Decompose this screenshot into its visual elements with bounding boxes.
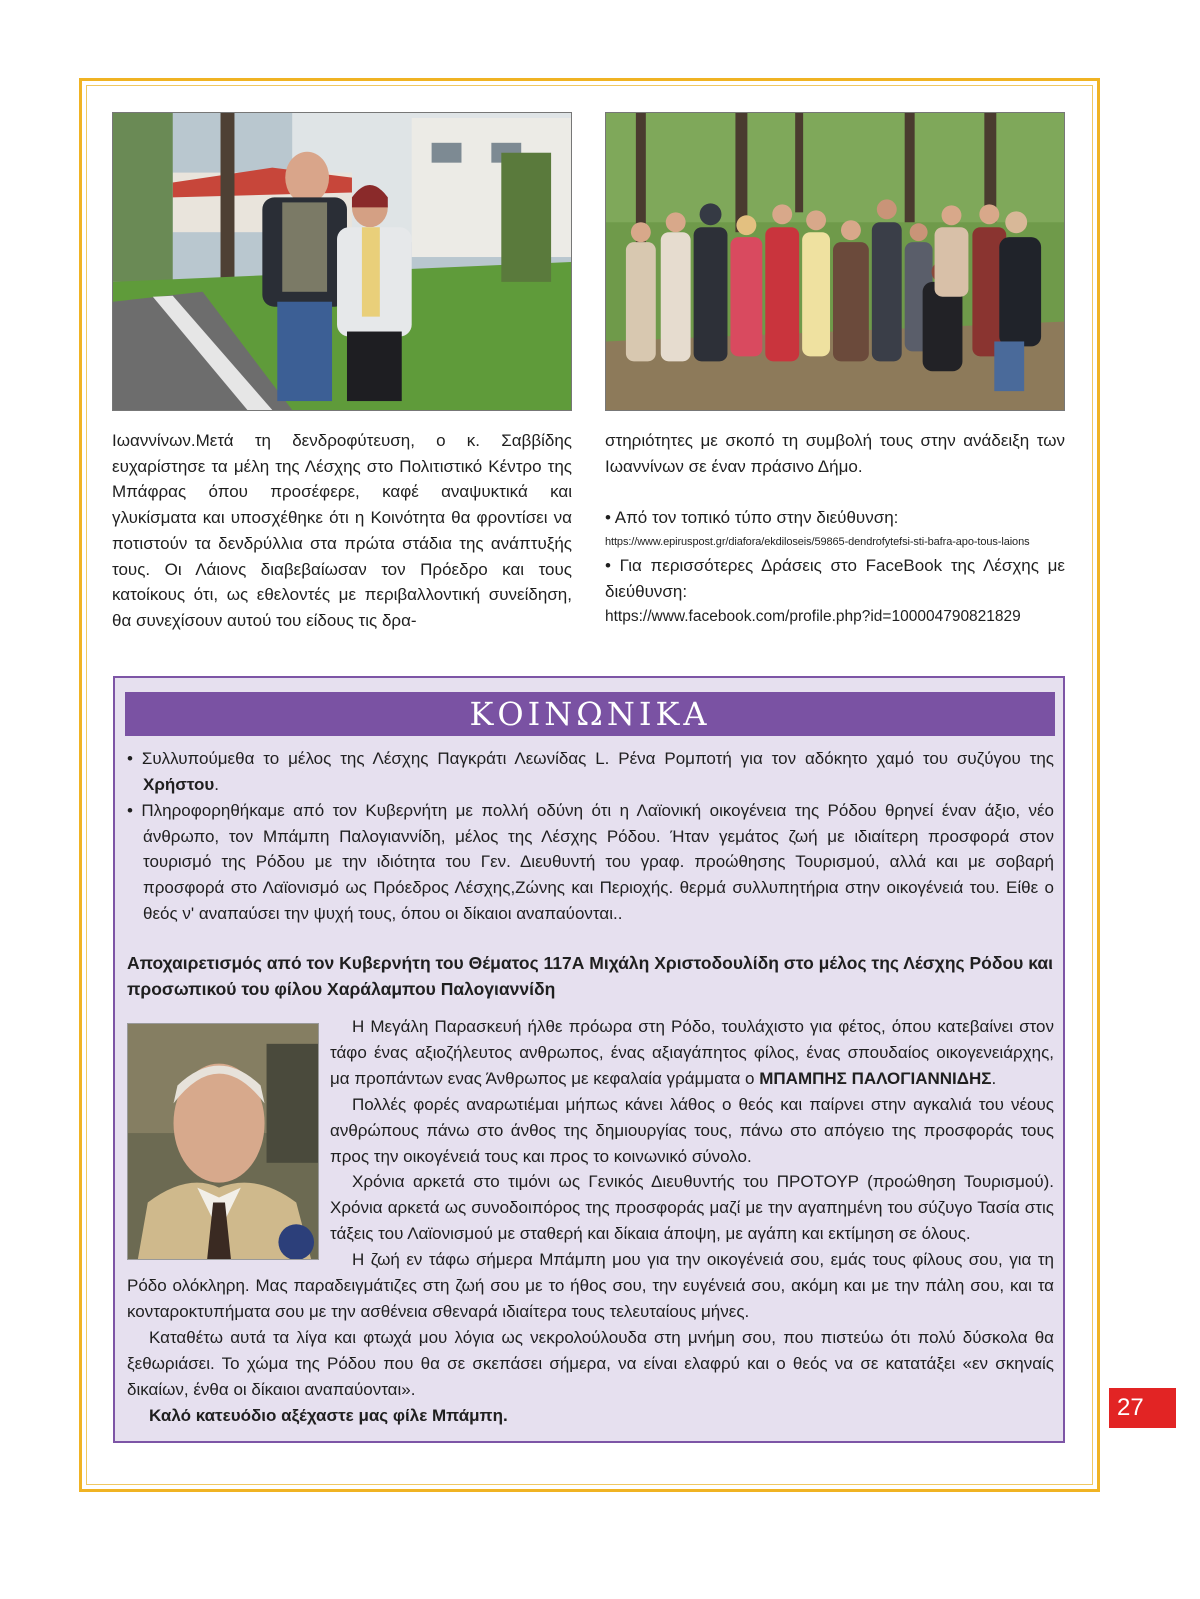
left-column: [112, 428, 572, 634]
social-news-box: [113, 676, 1065, 1443]
condolence-2-text: • Πληροφορηθήκαμε από τον Κυβερνήτη με πολλή οδύνη ότι η Λαϊονική οικογένεια της Ρόδου θρηνεί έναν άξιο, νέο άνθρωπο, τον Μπάμπη Παλογιαννίδη, μέλος της Λέσχης Ρόδου. Ήταν γεμάτος ζωή με ιδιαίτερη προσφορά στον τουρισμό της Ρόδου με την ιδιότητα του Γεν. Διευθυντή του γραφ. προώθησης Τουρισμού, αλλά και με σοβαρή προσφορά στο Λαϊονισμό ως Πρόεδρος Λέσχης,Ζώνης και Περιοχής. θερμά συλλυπητήρια στην οικογένειά του. Είθε ο θεός ν' αναπαύσει την ψυχή τους, όπου οι δίκαιοι αναπαύονται..: [127, 801, 1054, 923]
article-p4: Η ζωή εν τάφω σήμερα Μπάμπη μου για την οικογένειά σου, εμάς τους φίλους σου, για τη Ρόδο ολόκληρη. Μας παραδειγμάτιζες στη ζωή σου με το ήθος σου, την ευγένειά σου, ακόμη και με την πάλη σου, και τα κονταροκτυπήματα σου με την ασθένεια σθεναρά ιδιαίτερα τους τελευταίους μήνες.: [127, 1250, 1054, 1321]
photo-group-lions: [605, 112, 1065, 411]
spacer: [605, 479, 1065, 505]
article-p1-end: .: [991, 1068, 997, 1088]
right-column-text: στηριότητες με σκοπό τη συμβολή τους στην ανάδειξη των Ιωαννίνων σε έναν πράσινο Δήμο.: [605, 431, 1065, 476]
left-column-text: Ιωαννίνων.Μετά τη δενδροφύτευση, ο κ. Σαββίδης ευχαρίστησε τα μέλη της Λέσχης στο Πολιτιστικό Κέντρο της Μπάφρας όπου προσέφερε, καφέ αναψυκτικά και γλυκίσματα και υποσχέθηκε ότι η Κοινότητα θα φροντίσει να ποτιστούν τα δενδρύλλια στα πρώτα στάδια της ανάπτυξής τους. Οι Λάιονς διαβεβαίωσαν τον Πρόεδρο και τους κατοίκους ότι, ως εθελοντές με περιβαλλοντική συνείδηση, θα συνεχίσουν αυτού του είδους τις δρα-: [112, 431, 572, 630]
condolence-item-1: [127, 746, 1054, 797]
condolence-item-2: [127, 798, 1054, 927]
social-banner-title: ΚΟΙΝΩΝΙΚΑ: [125, 692, 1055, 736]
source-label: • Από τον τοπικό τύπο στην διεύθυνση:: [605, 508, 899, 528]
article-p1-name: ΜΠΑΜΠΗΣ ΠΑΛΟΓΙΑΝΝΙΔΗΣ: [759, 1068, 992, 1088]
source-url-link[interactable]: https://www.epiruspost.gr/diafora/ekdiloseis/59865-dendrofytefsi-sti-bafra-apo-tous-laions: [605, 535, 1030, 548]
article-p3: Χρόνια αρκετά στο τιμόνι ως Γενικός Διευθυντής του ΠΡΟΤΟΥΡ (προώθηση Τουρισμού). Χρόνια αρκετά ως συνοδοιπόρος της προσφοράς μαζί με την αγαπημένη του σύζυγο Τασία στις τάξεις του Λαϊονισμού με σταθερή και δίκαια άποψη, με αγάπη και εκτίμηση σε όλους.: [330, 1172, 1054, 1244]
farewell-heading: Αποχαιρετισμός από τον Κυβερνήτη του Θέματος 117Α Μιχάλη Χριστοδουλίδη στο μέλος της Λέσχης Ρόδου και προσωπικού του φίλου Χαράλαμπου Παλογιαννίδη: [127, 953, 1054, 999]
condolence-1-text: • Συλλυπούμεθα το μέλος της Λέσχης Παγκράτι Λεωνίδας L. Ρένα Ρομποτή για τον αδόκητο χαμό του συζύγου της: [127, 749, 1054, 768]
facebook-label: • Για περισσότερες Δράσεις στο FaceBook της Λέσχης με διεύθυνση:: [605, 555, 1065, 601]
photo-tree-planting-couple: [112, 112, 572, 411]
farewell-article: [127, 1014, 1054, 1429]
condolence-1-end: .: [214, 774, 219, 794]
facebook-url-link[interactable]: https://www.facebook.com/profile.php?id=100004790821829: [605, 608, 1021, 626]
article-p1-text: Η Μεγάλη Παρασκευή ήλθε πρόωρα στη Ρόδο, τουλάχιστο για φέτος, όπου κατεβαίνει στον τάφο ένας αξιοζήλευτος ανθρωπος, ένας αξιαγάπητος φίλος, ένας σπουδαίος οικογενειάρχης, μα προπάντων ενας Άνθρωπος με κεφαλαία γράμματα ο: [330, 1017, 1054, 1088]
condolence-1-name: Χρήστου: [143, 774, 215, 794]
article-p2: Πολλές φορές αναρωτιέμαι μήπως κάνει λάθος ο θεός και παίρνει στην αγκαλιά του νέους ανθρώπους πάνω στο άνθος της δημιουργίας τους, πάνω στο απόγειο της προσφοράς τους προς την οικογένειά τους και προς το κοινωνικό σύνολο.: [330, 1094, 1054, 1166]
right-column: [605, 428, 1065, 630]
article-closing: Καλό κατευόδιο αξέχαστε μας φίλε Μπάμπη.: [149, 1405, 508, 1425]
article-p5: Καταθέτω αυτά τα λίγα και φτωχά μου λόγια ως νεκρολούλουδα στη μνήμη σου, που πιστεύω ότι πολύ δύσκολα θα ξεθωριάσει. Το χώμα της Ρόδου που θα σε σκεπάσει σήμερα, να είναι ελαφρύ και ο θεός να σε κατατάξει «εν σκηναίς δικαίων, ένθα οι δίκαιοι αναπαύονται».: [127, 1327, 1054, 1399]
page-number: 27: [1109, 1388, 1176, 1428]
